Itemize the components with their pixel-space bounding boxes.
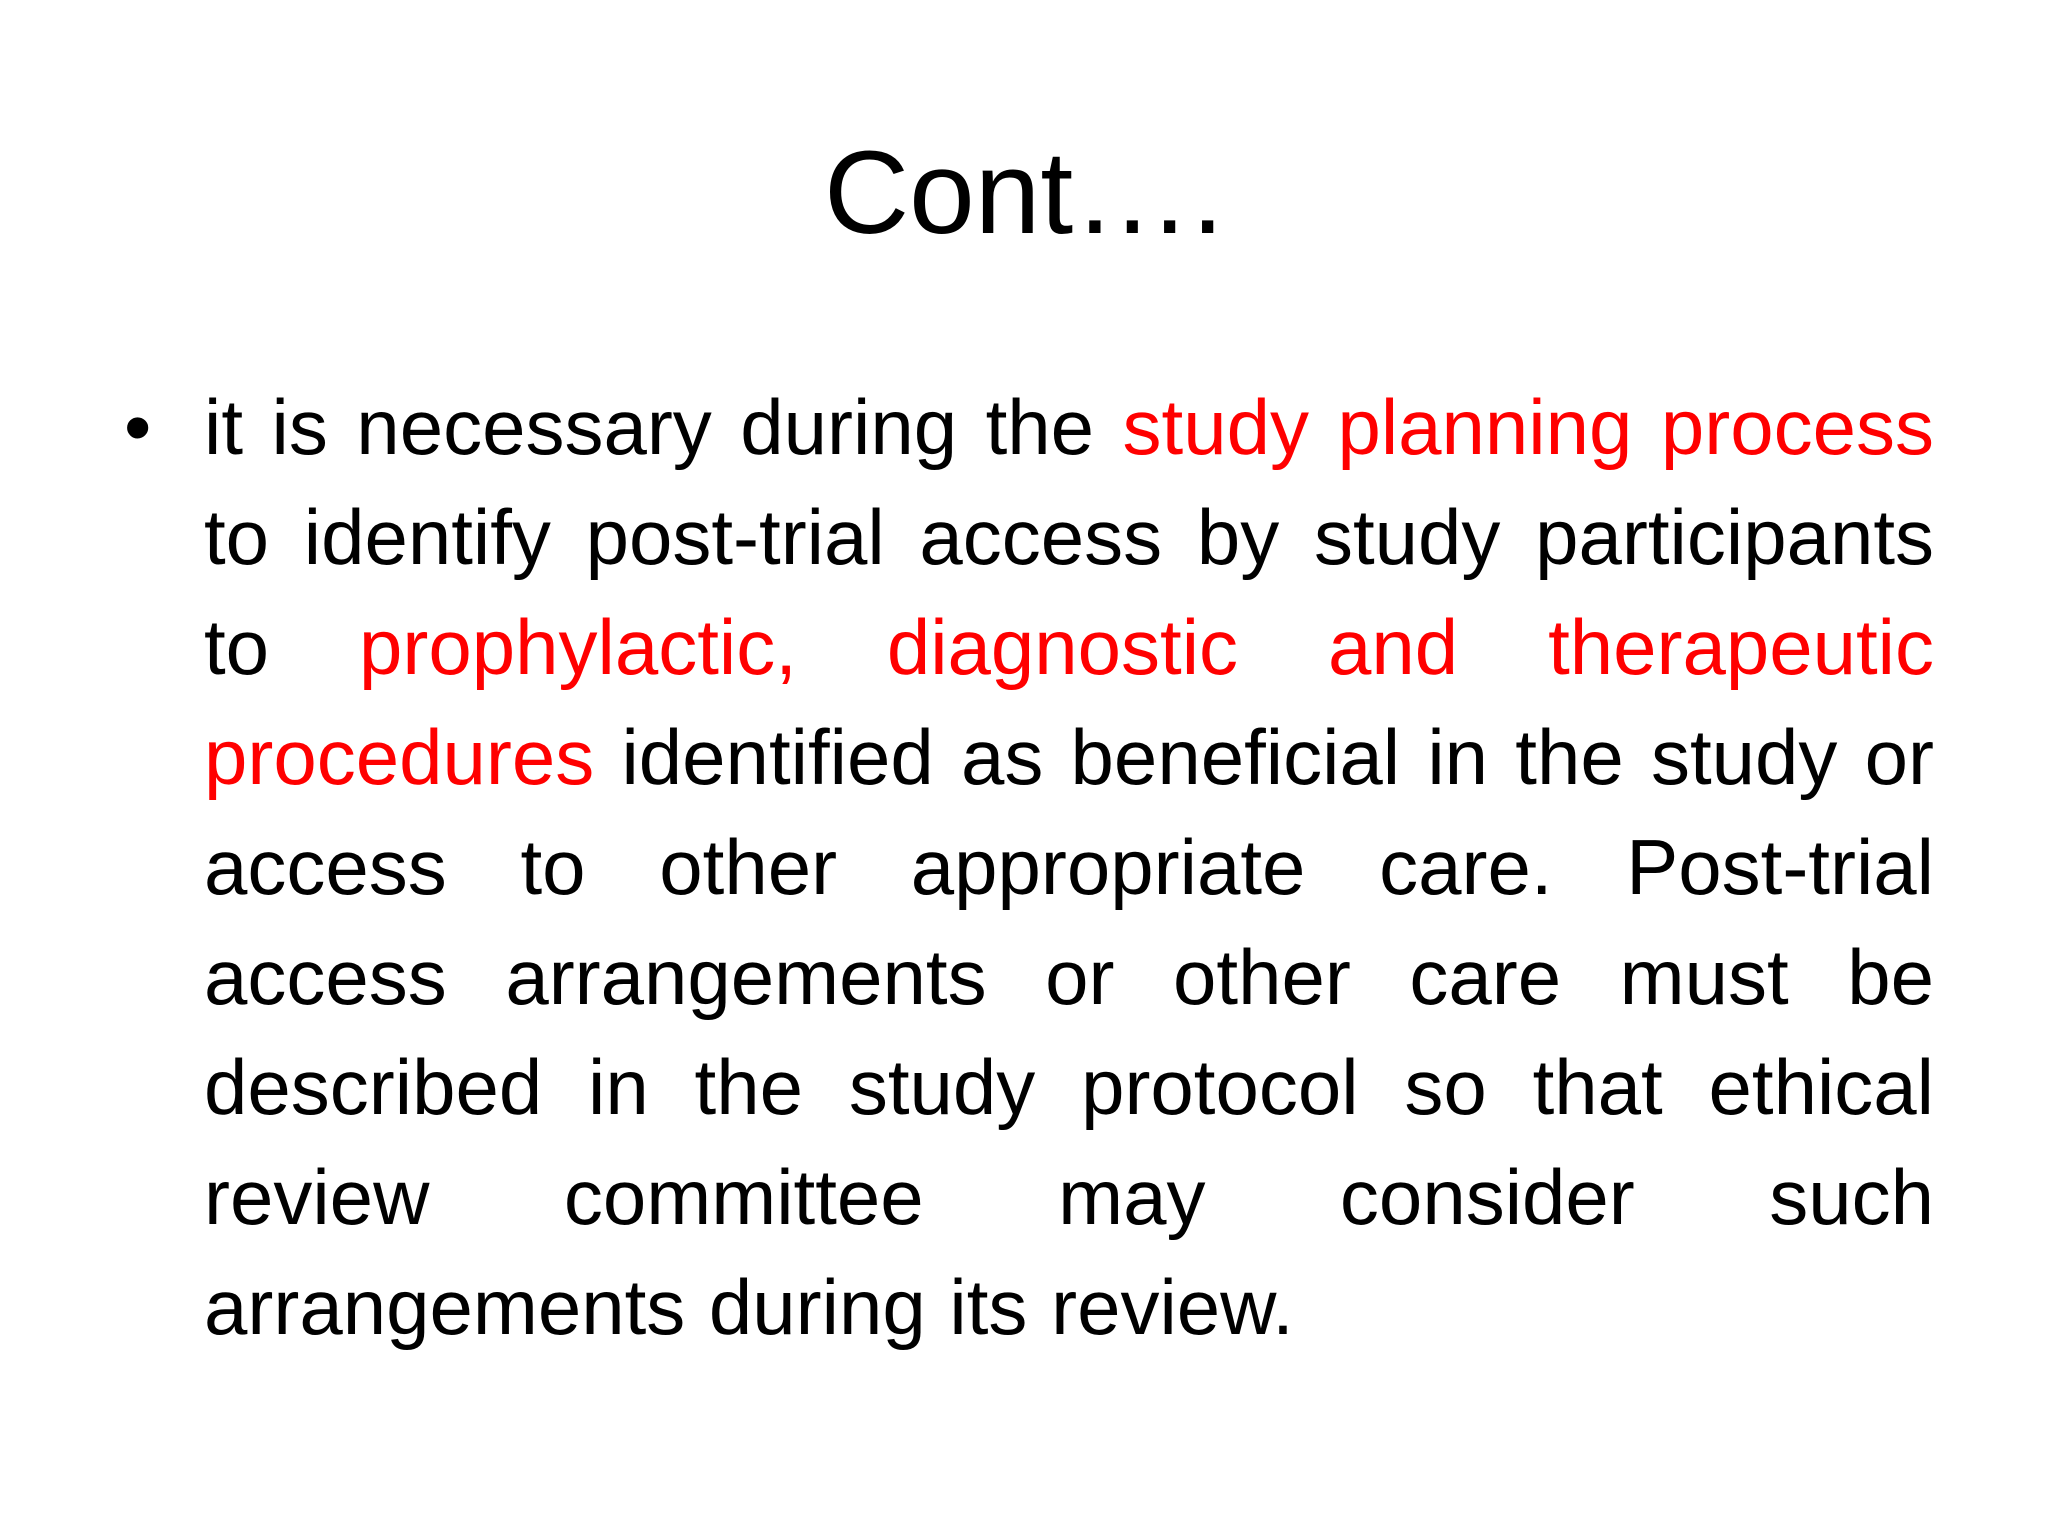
bullet-text-segment: it is necessary during the xyxy=(204,383,1123,471)
slide-content xyxy=(124,372,1934,1362)
bullet-icon: • xyxy=(124,383,152,471)
bullet-text xyxy=(204,383,1934,1351)
bullet-item xyxy=(124,372,1934,1362)
highlighted-text-segment: prophylactic, diagnostic and therapeutic procedures xyxy=(204,603,1934,801)
bullet-text-segment: to identify post-trial access by study participants to xyxy=(204,493,1934,691)
bullet-text-segment: identified as beneficial in the study or access to other appropriate care. Post-trial access arrangements or other care must be described in the study protocol so that ethical review committee may consider such arrangements during its review. xyxy=(204,713,1934,1351)
slide-title: Cont…. xyxy=(823,127,1225,259)
highlighted-text-segment: study planning process xyxy=(1122,383,1934,471)
